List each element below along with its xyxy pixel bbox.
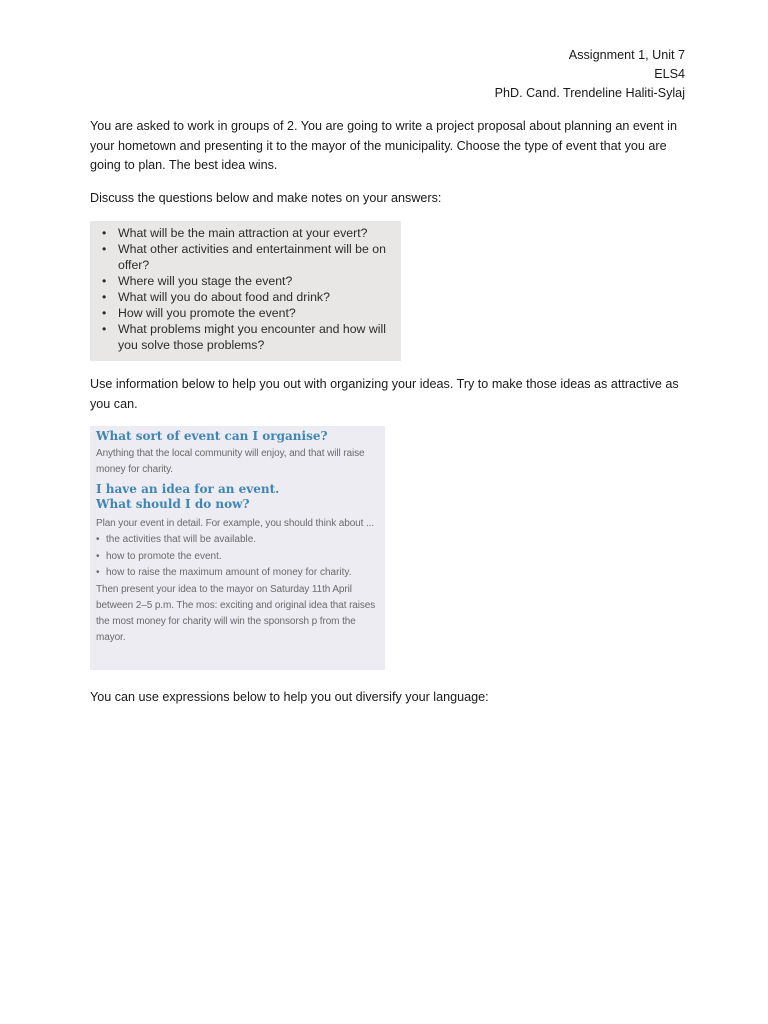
questions-scan-image [90,221,401,361]
info-list-item: • how to promote the event. [96,549,379,566]
bullet-icon: • [102,226,107,240]
question-item: • What problems might you encounter and how will you solve those problems? [102,322,386,352]
bullet-icon: • [96,534,100,545]
assignment-header [495,46,685,103]
bullet-icon: • [102,242,107,256]
info-list-item: • how to raise the maximum amount of money for charity. [96,565,379,582]
bullet-icon: • [102,322,107,336]
info-text-anything: Anything that the local community will enjoy, and that will raise money for charity. [96,448,365,475]
info-heading-idea-line2: What should I do now? [96,497,250,511]
question-item: • How will you promote the event? [102,306,296,320]
info-heading-event-type: What sort of event can I organise? [96,429,328,443]
header-assignment-line: Assignment 1, Unit 7 [568,48,685,62]
questions-list [102,225,395,353]
question-item: • What other activities and entertainment will be on offer? [102,242,386,272]
discuss-paragraph: Discuss the questions below and make notes on your answers: [90,191,442,205]
expressions-paragraph: You can use expressions below to help you out diversify your language: [90,690,489,704]
info-text-present: Then present your idea to the mayor on Saturday 11th April between 2–5 p.m. The mos: exciting and original idea that raises the most money for charity will win the sponsorsh p from the mayor. [96,583,376,643]
bullet-icon: • [102,290,107,304]
intro-paragraph: You are asked to work in groups of 2. You are going to write a project proposal about planning an event in your hometown and presenting it to the mayor of the municipality. Choose the type of event that you are going to plan. The best idea wins. [90,119,677,172]
info-text-plan: Plan your event in detail. For example, you should think about ... [96,518,375,529]
bullet-icon: • [102,306,107,320]
bullet-icon: • [102,274,107,288]
event-info-scan-image [90,426,385,670]
question-item: • What will be the main attraction at your evert? [102,226,368,240]
info-heading-idea-line1: I have an idea for an event. [96,482,280,496]
header-author-line: PhD. Cand. Trendeline Haliti-Sylaj [494,86,685,100]
info-list [96,532,379,582]
question-item: • What will you do about food and drink? [102,290,330,304]
info-list-item: • the activities that will be available. [96,532,379,549]
question-item: • Where will you stage the event? [102,274,293,288]
use-info-paragraph: Use information below to help you out with organizing your ideas. Try to make those ideas as attractive as you can. [90,377,679,411]
bullet-icon: • [96,567,100,578]
bullet-icon: • [96,550,100,562]
header-course-line: ELS4 [654,67,685,81]
